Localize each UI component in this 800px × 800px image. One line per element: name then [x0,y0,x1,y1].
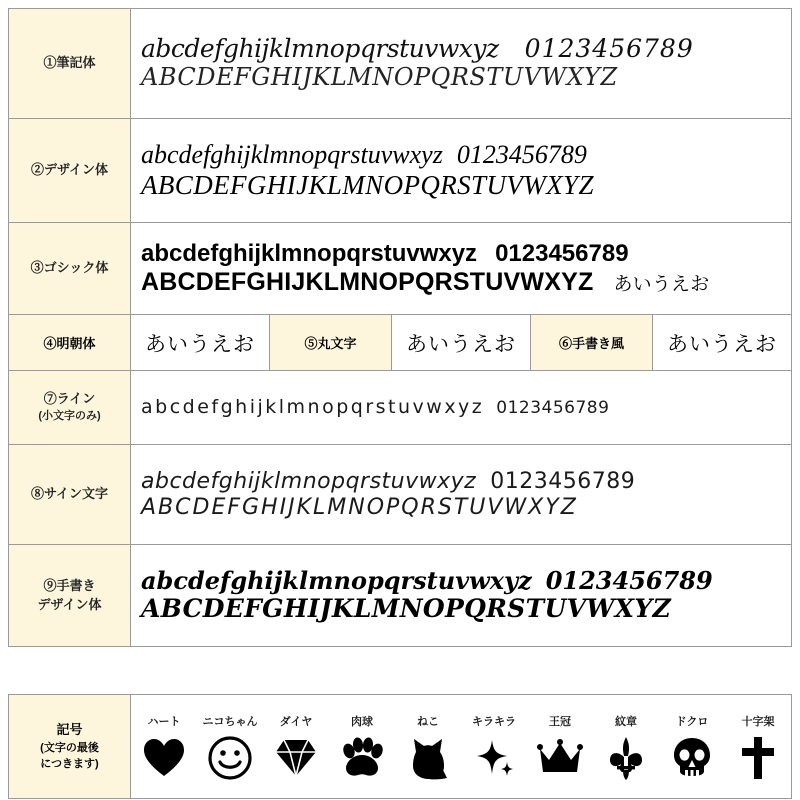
sample-japanese: あいうえお [406,331,516,356]
row-label-marumoji [270,315,392,370]
row-label-sub: (小文字のみ) [38,409,101,422]
sample-lowercase: abcdefghijklmnopqrstuvwxyz [141,566,532,596]
sample-japanese: あいうえお [145,331,255,356]
row-label-handwriting-design [9,545,131,646]
sample-line-lower [141,240,781,268]
symbol-item-heart [131,695,197,798]
row-sample-mincho [131,315,270,370]
symbol-name: ニコちゃん [202,715,258,728]
row-sample-script [131,9,792,118]
row-label-text: ①筆記体 [43,55,96,71]
symbol-item-crown [527,695,593,798]
symbol-name: ダイヤ [279,715,313,728]
table-row [9,119,792,223]
sparkle-icon [471,735,517,781]
symbol-item-cat [395,695,461,798]
sample-numbers: 0123456789 [496,397,610,418]
sample-line-upper: ABCDEFGHIJKLMNOPQRSTUVWXYZ [141,169,594,200]
symbol-row [9,695,792,799]
row-sample-signature [131,445,792,544]
row-sample-design [131,119,792,222]
heart-icon [141,735,187,781]
symbol-label-sub1: (文字の最後 [40,741,99,754]
symbol-name: ハート [147,715,181,728]
sample-line-lower [141,469,781,494]
sample-lowercase: abcdefghijklmnopqrstuvwxyz [141,395,485,418]
row-label-signature [9,445,131,544]
symbol-item-fleur-de-lis [593,695,659,798]
font-table [8,8,792,647]
row-label-script [9,9,131,118]
sample-numbers: 0123456789 [545,566,713,596]
row-sample-marumoji [392,315,531,370]
row-sample-tegakifu [653,315,792,370]
sample-line-lower [141,567,781,595]
sample-lowercase: abcdefghijklmnopqrstuvwxyz [141,240,478,268]
symbol-list [131,695,792,798]
symbol-item-cross [725,695,791,798]
table-row [9,445,792,545]
smiley-icon [207,735,253,781]
row-label-text: ⑨手書き [43,577,96,593]
symbol-table [8,694,792,799]
sample-japanese: あいうえお [667,331,777,356]
sample-lowercase: abcdefghijklmnopqrstuvwxyz [141,140,443,170]
row-label-tegakifu [531,315,653,370]
sample-line-upper [141,268,781,297]
sample-numbers: 0123456789 [490,469,636,495]
table-row [9,223,792,315]
sample-numbers: 0123456789 [495,240,629,268]
sample-line-upper: ABCDEFGHIJKLMNOPQRSTUVWXYZ [141,63,618,92]
row-sample-line [131,371,792,444]
cat-icon [405,735,451,781]
symbol-label-text: 記号 [56,722,83,738]
sample-uppercase: ABCDEFGHIJKLMNOPQRSTUVWXYZ [141,267,594,296]
row-label-text: ⑧サイン文字 [30,486,109,502]
symbol-name: 紋章 [615,715,637,728]
symbol-name: ねこ [417,715,439,728]
row-sample-handwriting-design [131,545,792,646]
sample-lowercase: abcdefghijklmnopqrstuvwxyz [141,34,499,64]
row-label-text: ⑥手書き風 [558,336,624,351]
sample-line-lower [141,140,781,170]
table-row [9,371,792,445]
skull-icon [669,735,715,781]
diamond-icon [273,735,319,781]
fleur-de-lis-icon [603,735,649,781]
symbol-name: 肉球 [351,715,373,728]
row-label-gothic [9,223,131,314]
symbol-item-paw [329,695,395,798]
row-label-text: ⑦ライン [43,391,96,407]
row-label-design [9,119,131,222]
cross-icon [735,735,781,781]
sample-numbers: 0123456789 [456,140,587,170]
row-label-mincho [9,315,131,370]
row-label-line [9,371,131,444]
crown-icon [537,735,583,781]
symbol-row-label [9,695,131,798]
symbol-name: ドクロ [675,715,709,728]
sample-numbers: 0123456789 [524,34,694,64]
symbol-item-skull [659,695,725,798]
paw-icon [339,735,385,781]
row-label-text: ⑤丸文字 [304,336,357,351]
symbol-label-sub2: につきます) [40,758,99,771]
row-sample-gothic [131,223,792,314]
sample-lowercase: abcdefghijklmnopqrstuvwxyz [141,469,477,495]
sample-line-lower [141,35,781,64]
sample-japanese: あいうえお [613,273,710,295]
symbol-item-diamond [263,695,329,798]
sample-line-upper: ABCDEFGHIJKLMNOPQRSTUVWXYZ [141,593,672,623]
row-label-text: ③ゴシック体 [30,260,109,276]
symbol-item-sparkle [461,695,527,798]
row-label-sub: デザイン体 [37,596,102,612]
symbol-name: キラキラ [472,715,516,728]
table-row [9,545,792,647]
table-row-japanese-fonts [9,315,792,371]
symbol-name: 十字架 [741,715,775,728]
row-label-text: ②デザイン体 [30,162,109,178]
symbol-name: 王冠 [549,715,571,728]
sample-line-upper: ABCDEFGHIJKLMNOPQRSTUVWXYZ [141,494,578,520]
row-label-text: ④明朝体 [43,336,96,351]
sample-line-lower [141,397,781,419]
table-row [9,9,792,119]
symbol-item-smiley [197,695,263,798]
